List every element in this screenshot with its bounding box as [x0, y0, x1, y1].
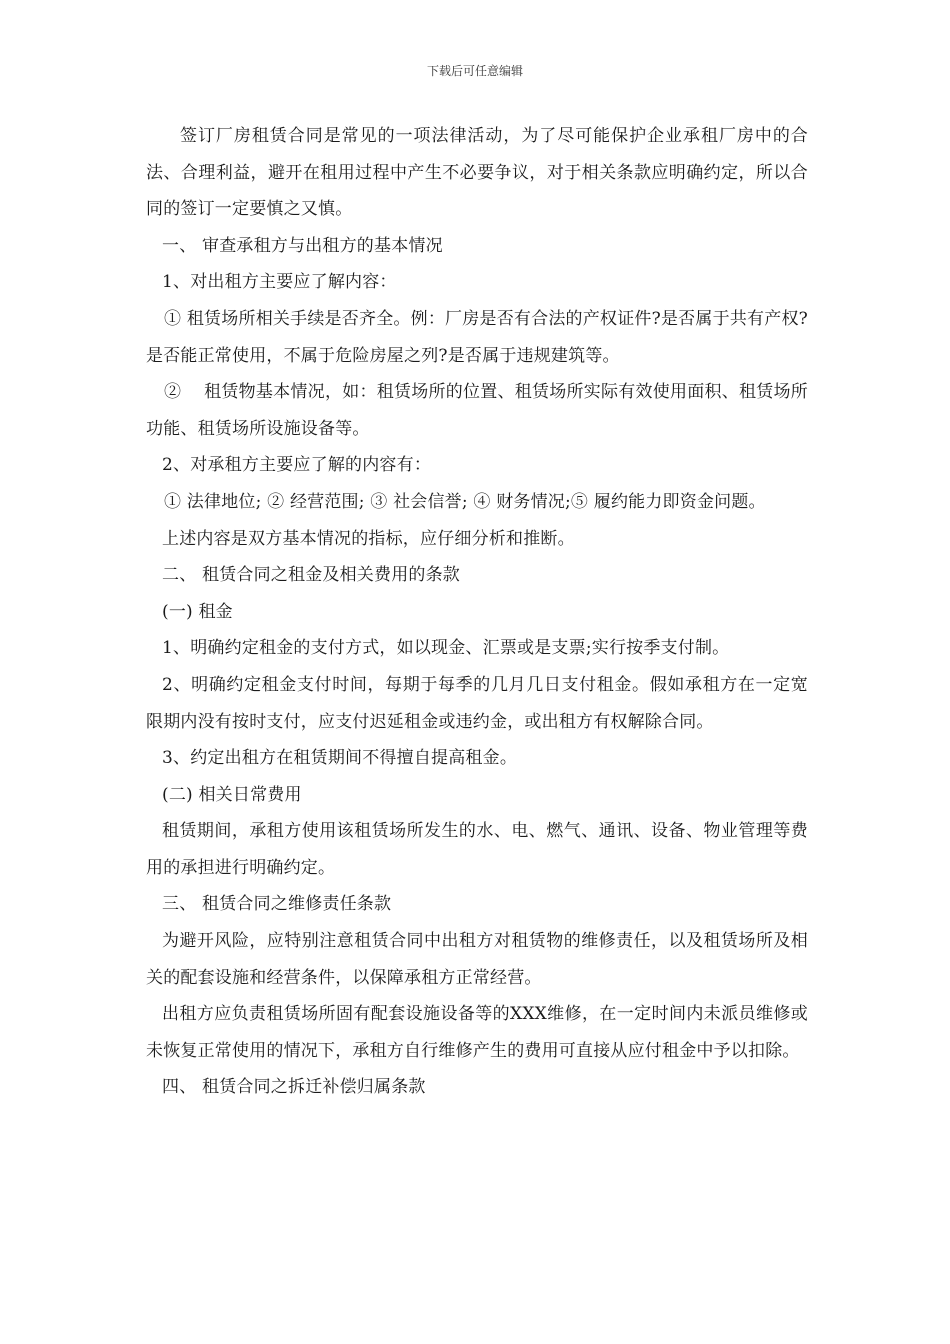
rent-clause-3: 3、约定出租方在租赁期间不得擅自提高租金。 [162, 748, 518, 769]
maintenance-paragraph-1: 为避开风险，应特别注意租赁合同中出租方对租赁物的维修责任，以及租赁场所及相关的配套设施和经营条件，以保障承租方正常经营。 [146, 931, 808, 988]
summary-paragraph: 上述内容是双方基本情况的指标，应仔细分析和推断。 [162, 528, 575, 549]
rent-clause-1: 1、明确约定租金的支付方式，如以现金、汇票或是支票;实行按季支付制。 [162, 638, 730, 659]
maintenance-paragraph-2: 出租方应负责租赁场所固有配套设施设备等的XXX维修，在一定时间内未派员维修或未恢复正常使用的情况下，承租方自行维修产生的费用可直接从应付租金中予以扣除。 [146, 1004, 808, 1061]
rent-clause-2: 2、明确约定租金支付时间，每期于每季的几月几日支付租金。假如承租方在一定宽限期内没有按时支付，应支付迟延租金或违约金，或出租方有权解除合同。 [146, 674, 808, 732]
list-item-3: ① 法律地位; ② 经营范围; ③ 社会信誉; ④ 财务情况;⑤ 履约能力即资金问题。 [164, 491, 766, 512]
intro-paragraph: 签订厂房租赁合同是常见的一项法律活动，为了尽可能保护企业承租厂房中的合法、合理利益，避开在租用过程中产生不必要争议，对于相关条款应明确约定，所以合同的签订一定要慎之又慎。 [146, 126, 808, 220]
section-heading-4: 四、 租赁合同之拆迁补偿归属条款 [162, 1077, 426, 1098]
document-body [146, 118, 808, 1106]
section-heading-1: 一、 审查承租方与出租方的基本情况 [162, 235, 443, 256]
subsection-2-2: (二) 相关日常费用 [162, 784, 302, 805]
subsection-2-1: (一) 租金 [162, 601, 233, 622]
subsection-1-2: 2、对承租方主要应了解的内容有： [162, 455, 432, 476]
subsection-1-1: 1、对出租方主要应了解内容： [162, 272, 397, 293]
section-heading-2: 二、 租赁合同之租金及相关费用的条款 [162, 565, 461, 586]
section-heading-3: 三、 租赁合同之维修责任条款 [162, 894, 392, 915]
page-header: 下载后可任意编辑 [426, 64, 523, 78]
expenses-paragraph: 租赁期间，承租方使用该租赁场所发生的水、电、燃气、通讯、设备、物业管理等费用的承担进行明确约定。 [146, 821, 808, 878]
list-item-2: ② 租赁物基本情况，如：租赁场所的位置、租赁场所实际有效使用面积、租赁场所功能、租赁场所设施设备等。 [146, 382, 808, 439]
list-item-1: ① 租赁场所相关手续是否齐全。例：厂房是否有合法的产权证件?是否属于共有产权?是否能正常使用，不属于危险房屋之列?是否属于违规建筑等。 [146, 308, 808, 366]
